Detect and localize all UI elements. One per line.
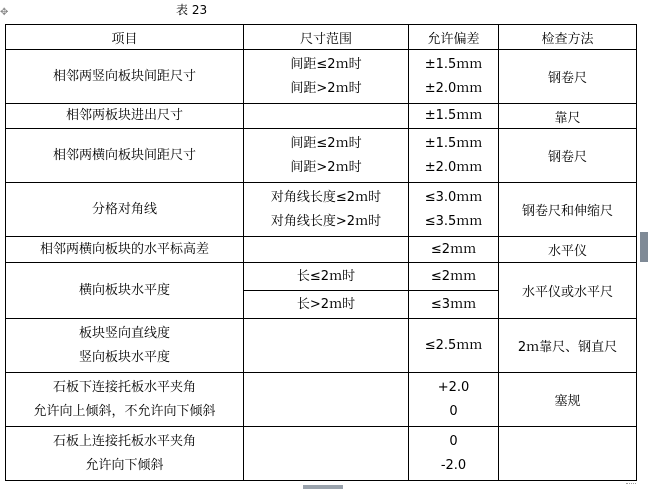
row-tolerance: ±1.5ｍｍ ±2.0ｍｍ [409, 129, 499, 183]
row-method: 塞规 [499, 373, 637, 427]
row-item: 相邻两竖向板块间距尺寸 [6, 50, 244, 104]
resize-handle-bottom[interactable] [303, 485, 343, 489]
table-header-row [6, 25, 637, 50]
row-method: 钢卷尺 [499, 50, 637, 104]
row-item: 石板上连接托板水平夹角 允许向下倾斜 [6, 427, 244, 481]
table-row [6, 319, 637, 373]
row-range: 长≤2ｍ时 长>2ｍ时 [244, 263, 409, 319]
selection-corner-mark: ✥ [0, 7, 9, 18]
row-method [499, 427, 637, 481]
row-range [244, 319, 409, 373]
row-method: 水平仪 [499, 237, 637, 263]
header-method: 检查方法 [499, 25, 637, 50]
table-row [6, 129, 637, 183]
table-row [6, 104, 637, 129]
row-range: 对角线长度≤2ｍ时 对角线长度>2ｍ时 [244, 183, 409, 237]
row-tolerance: +2.0 0 [409, 373, 499, 427]
row-tolerance: ±1.5ｍｍ [409, 104, 499, 129]
header-tolerance: 允许偏差 [409, 25, 499, 50]
resize-handle-right[interactable] [640, 232, 648, 262]
header-item: 项目 [6, 25, 244, 50]
row-tolerance: ≤2ｍｍ ≤3ｍｍ [409, 263, 499, 319]
row-tolerance: 0 -2.0 [409, 427, 499, 481]
tolerance-table [5, 24, 637, 481]
row-range: 间距≤2ｍ时 间距>2ｍ时 [244, 50, 409, 104]
row-item: 横向板块水平度 [6, 263, 244, 319]
row-item: 相邻两板块进出尺寸 [6, 104, 244, 129]
row-item: 相邻两横向板块的水平标高差 [6, 237, 244, 263]
table-row [6, 263, 637, 319]
row-method: 钢卷尺和伸缩尺 [499, 183, 637, 237]
row-method: 水平仪或水平尺 [499, 263, 637, 319]
table-row [6, 373, 637, 427]
row-method: 靠尺 [499, 104, 637, 129]
row-range: 间距≤2ｍ时 间距>2ｍ时 [244, 129, 409, 183]
row-tolerance: ±1.5ｍｍ ±2.0ｍｍ [409, 50, 499, 104]
row-range [244, 104, 409, 129]
row-range [244, 427, 409, 481]
row-method: 2ｍ靠尺、钢直尺 [499, 319, 637, 373]
row-item: 石板下连接托板水平夹角 允许向上倾斜，不允许向下倾斜 [6, 373, 244, 427]
row-method: 钢卷尺 [499, 129, 637, 183]
row-range [244, 373, 409, 427]
row-tolerance: ≤3.0ｍｍ ≤3.5ｍｍ [409, 183, 499, 237]
row-tolerance: ≤2ｍｍ [409, 237, 499, 263]
row-item: 分格对角线 [6, 183, 244, 237]
table-row [6, 183, 637, 237]
table-caption: 表 23 [176, 3, 208, 17]
row-tolerance: ≤2.5ｍｍ [409, 319, 499, 373]
row-range [244, 237, 409, 263]
table-row [6, 237, 637, 263]
table-row [6, 50, 637, 104]
header-range: 尺寸范围 [244, 25, 409, 50]
row-item: 相邻两横向板块间距尺寸 [6, 129, 244, 183]
row-item: 板块竖向直线度 竖向板块水平度 [6, 319, 244, 373]
table-row [6, 427, 637, 481]
